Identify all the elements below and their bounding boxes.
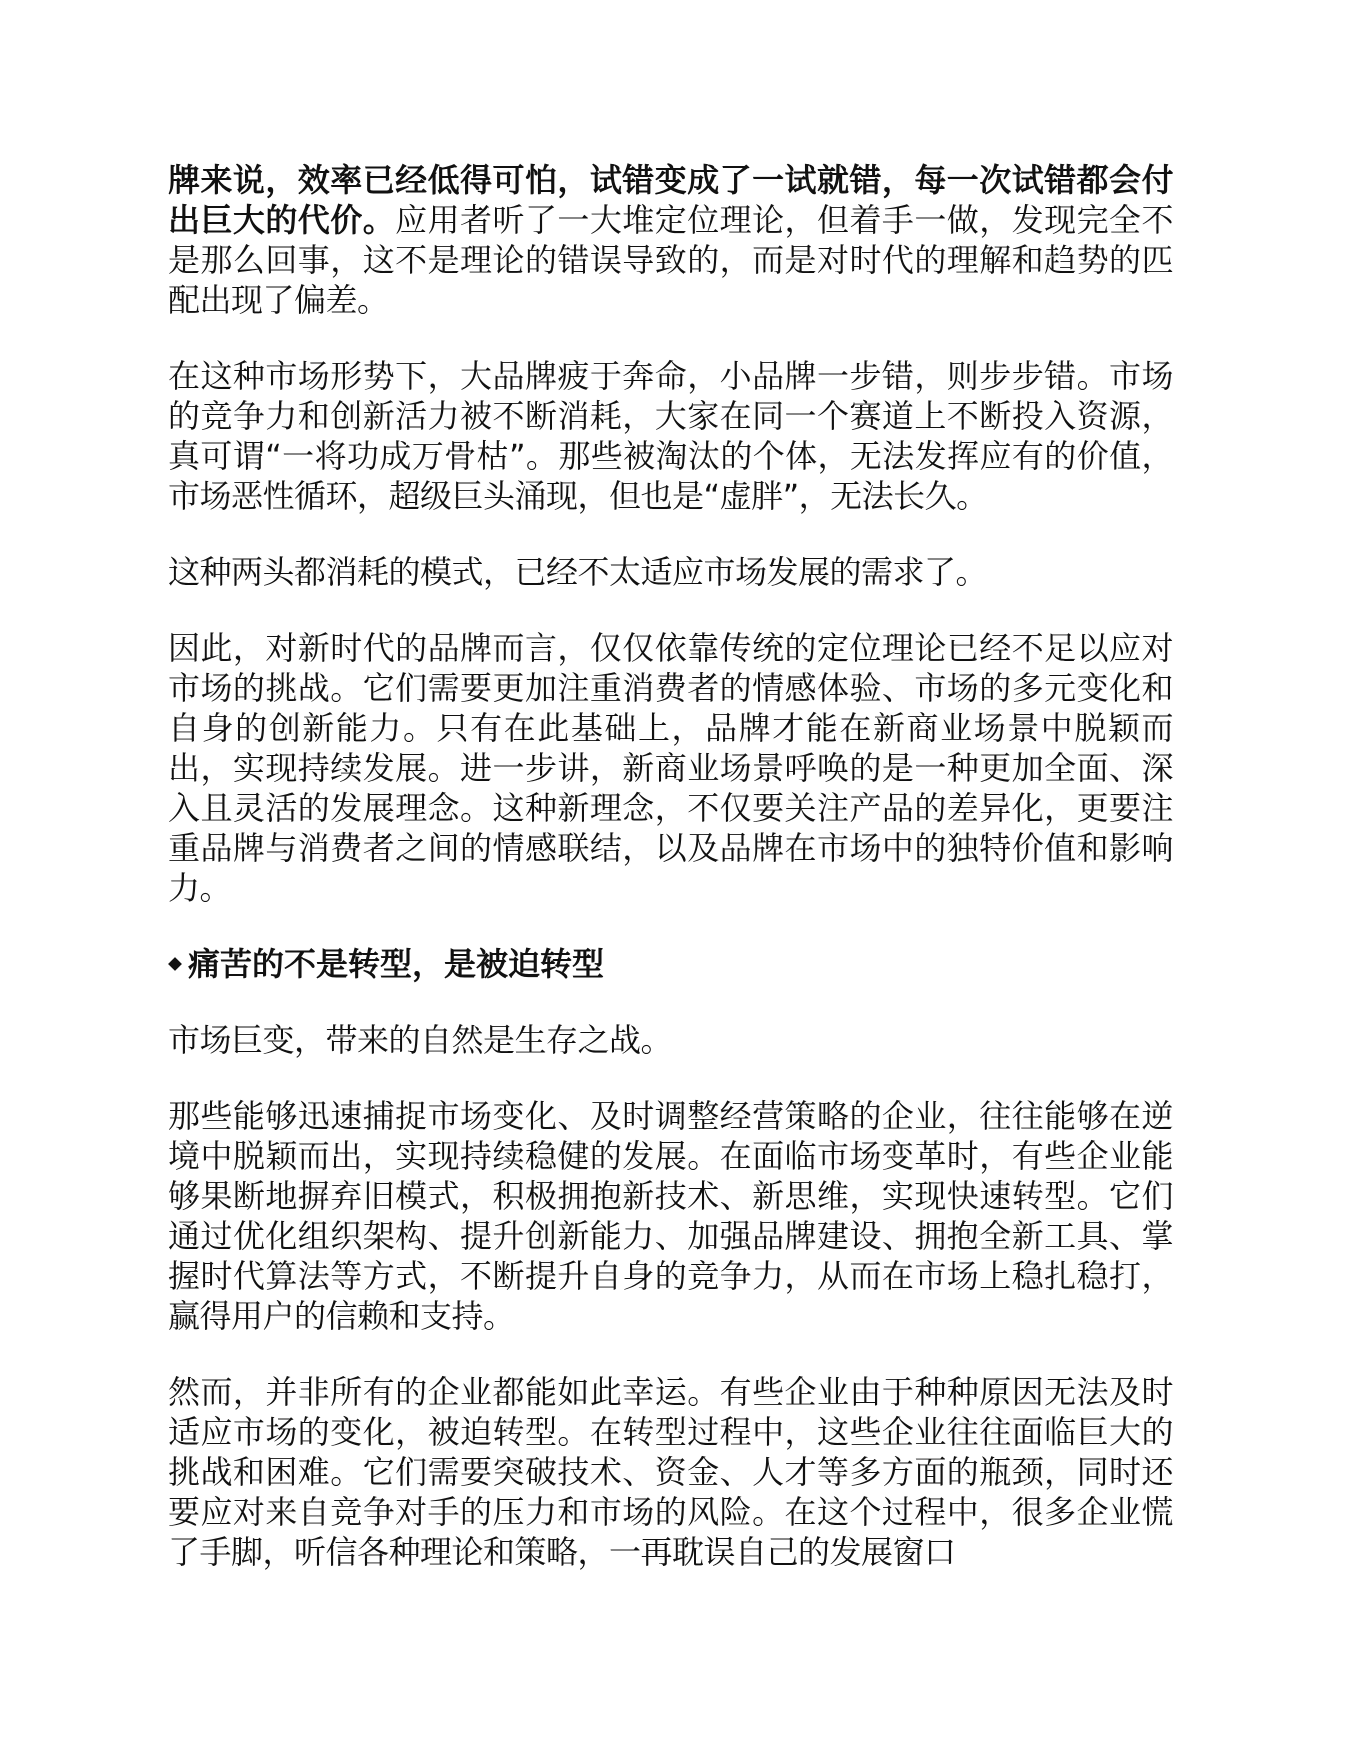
paragraph-2: 在这种市场形势下，大品牌疲于奔命，小品牌一步错，则步步错。市场的竞争力和创新活力被不断消耗，大家在同一个赛道上不断投入资源，真可谓“一将功成万骨枯”。那些被淘汰的个体，无法发挥应有的价值，市场恶性循环，超级巨头涌现，但也是“虚胖”，无法长久。 xyxy=(168,357,1173,515)
section-heading-text: 痛苦的不是转型，是被迫转型 xyxy=(188,945,605,983)
paragraph-1-bold: 牌来说，效率已经低得可怕，试错变成了一试就错，每一次试错都会付出巨大的代价。 xyxy=(168,161,1173,239)
section-heading xyxy=(168,944,1173,984)
paragraph-6: 那些能够迅速捕捉市场变化、及时调整经营策略的企业，往往能够在逆境中脱颖而出，实现持续稳健的发展。在面临市场变革时，有些企业能够果断地摒弃旧模式，积极拥抱新技术、新思维，实现快速转型。它们通过优化组织架构、提升创新能力、加强品牌建设、拥抱全新工具、掌握时代算法等方式，不断提升自身的竞争力，从而在市场上稳扎稳打，赢得用户的信赖和支持。 xyxy=(168,1097,1173,1335)
paragraph-3: 这种两头都消耗的模式，已经不太适应市场发展的需求了。 xyxy=(168,553,988,591)
paragraph-7: 然而，并非所有的企业都能如此幸运。有些企业由于种种原因无法及时适应市场的变化，被迫转型。在转型过程中，这些企业往往面临巨大的挑战和困难。它们需要突破技术、资金、人才等多方面的瓶颈，同时还要应对来自竞争对手的压力和市场的风险。在这个过程中，很多企业慌了手脚，听信各种理论和策略，一再耽误自己的发展窗口 xyxy=(168,1373,1173,1571)
paragraph-4: 因此，对新时代的品牌而言，仅仅依靠传统的定位理论已经不足以应对市场的挑战。它们需要更加注重消费者的情感体验、市场的多元变化和自身的创新能力。只有在此基础上，品牌才能在新商业场景中脱颖而出，实现持续发展。进一步讲，新商业场景呼唤的是一种更加全面、深入且灵活的发展理念。这种新理念，不仅要关注产品的差异化，更要注重品牌与消费者之间的情感联结，以及品牌在市场中的独特价值和影响力。 xyxy=(168,629,1173,907)
paragraph-1-text: 应用者听了一大堆定位理论，但着手一做，发现完全不是那么回事，这不是理论的错误导致的，而是对时代的理解和趋势的匹配出现了偏差。 xyxy=(168,201,1173,319)
diamond-bullet-icon xyxy=(168,957,182,971)
paragraph-1 xyxy=(168,160,1173,320)
paragraph-5: 市场巨变，带来的自然是生存之战。 xyxy=(168,1021,673,1059)
document-page xyxy=(168,160,1173,1608)
